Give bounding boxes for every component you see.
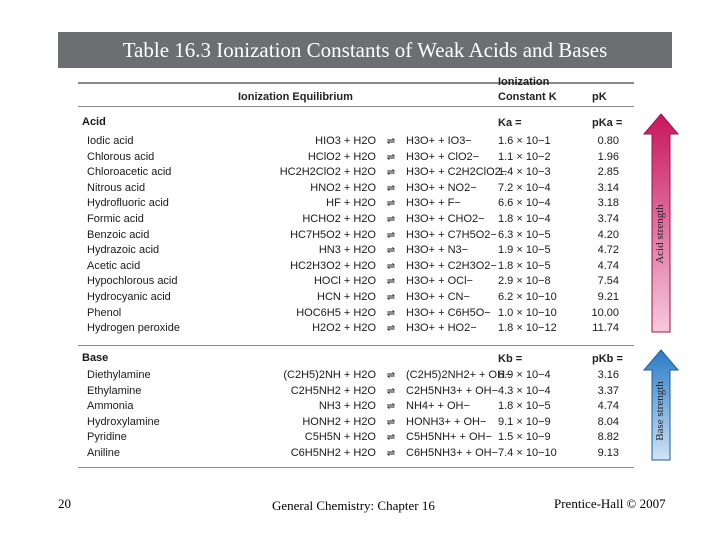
acid-section [80,114,636,340]
compound-name: Hydrogen peroxide [87,322,180,335]
pk-value: 4.72 [597,244,619,257]
acid-strength-label: Acid strength [654,204,666,264]
equilibrium-reactants: HIO3 + H2O [315,135,376,147]
table-row [80,274,636,289]
equilibrium-arrow-icon: ⇌ [386,323,396,335]
equilibrium-reactants: HCHO2 + H2O [302,213,376,225]
pkb-header: pKb = [592,353,623,365]
base-section [80,350,636,466]
base-strength-label: Base strength [654,381,666,441]
equilibrium-reactants: C2H5NH2 + H2O [290,384,376,397]
base-section-label: Base [82,352,109,364]
equilibrium-products: C2H5NH3+ + OH− [406,384,499,397]
ionization-constant: 1.6 × 10−1 [498,135,551,147]
section-divider-rule [78,345,634,346]
equilibrium-products: H3O+ + HO2− [406,322,477,335]
equilibrium-products: NH4+ + OH− [406,400,470,413]
header-bottom-rule [78,106,634,107]
equilibrium-products: H3O+ + CN− [406,291,470,303]
equilibrium-products: H3O+ + F− [406,197,461,210]
pk-value: 8.04 [597,415,619,428]
equilibrium-reactants: HClO2 + H2O [307,150,376,163]
ionization-constant: 1.4 × 10−3 [498,166,551,179]
pk-value: 8.82 [597,431,619,444]
compound-name: Chlorous acid [87,150,155,163]
equilibrium-arrow-icon: ⇌ [386,136,396,147]
table-row [80,290,636,305]
pk-value: 9.13 [597,447,619,459]
ionization-constant: 7.2 × 10−4 [498,181,551,194]
pka-header: pKa = [592,117,623,129]
table-row [80,368,636,383]
equilibrium-reactants: C6H5NH2 + H2O [290,447,376,459]
equilibrium-reactants: HOC6H5 + H2O [296,306,376,319]
compound-name: Formic acid [87,213,144,225]
equilibrium-products: (C2H5)2NH2+ + OH− [406,369,512,381]
compound-name: Iodic acid [87,135,134,147]
equilibrium-arrow-icon: ⇌ [386,370,396,381]
equilibrium-arrow-icon: ⇌ [386,448,396,459]
equilibrium-reactants: C5H5N + H2O [304,431,376,444]
compound-name: Hydrocyanic acid [87,291,171,303]
compound-name: Aniline [87,447,121,459]
equilibrium-arrow-icon: ⇌ [386,260,396,272]
equilibrium-arrow-icon: ⇌ [386,276,396,288]
table-row [80,415,636,430]
equilibrium-reactants: NH3 + H2O [318,400,376,413]
equilibrium-reactants: (C2H5)2NH + H2O [283,369,376,381]
table-row [80,243,636,258]
pk-value: 9.21 [597,291,619,303]
ionization-constant: 1.8 × 10−12 [498,322,557,335]
equilibrium-products: H3O+ + C6H5O− [406,306,491,319]
compound-name: Hypochlorous acid [87,275,178,288]
equilibrium-products: H3O+ + C2H3O2− [406,259,497,272]
table-row [80,259,636,274]
ka-header: Ka = [498,117,522,129]
table-row [80,321,636,336]
col-header-equilibrium: Ionization Equilibrium [238,91,353,103]
equilibrium-reactants: HN3 + H2O [318,244,376,257]
table-row [80,384,636,399]
table-row [80,165,636,180]
equilibrium-products: HONH3+ + OH− [406,415,487,428]
table-row [80,306,636,321]
equilibrium-arrow-icon: ⇌ [386,214,396,225]
pk-value: 3.14 [597,181,619,194]
col-header-pk: pK [592,91,607,103]
table-row [80,196,636,211]
equilibrium-products: H3O+ + ClO2− [406,150,480,163]
equilibrium-reactants: HONH2 + H2O [302,415,376,428]
equilibrium-arrow-icon: ⇌ [386,385,396,397]
equilibrium-reactants: HF + H2O [326,197,376,210]
equilibrium-products: H3O+ + N3− [406,244,469,257]
ionization-constant: 2.9 × 10−8 [498,275,551,288]
table-row [80,212,636,227]
footer-copyright: Prentice-Hall © 2007 [554,496,666,511]
pk-value: 4.74 [597,400,619,413]
ionization-constant: 1.8 × 10−5 [498,400,551,413]
compound-name: Benzoic acid [87,228,150,241]
equilibrium-reactants: HNO2 + H2O [310,181,376,194]
table-row [80,446,636,461]
pk-value: 2.85 [597,166,619,179]
ionization-constant: 9.1 × 10−9 [498,415,551,428]
kb-header: Kb = [498,353,523,365]
equilibrium-arrow-icon: ⇌ [386,416,396,428]
equilibrium-reactants: HC2H2ClO2 + H2O [279,166,376,179]
pk-value: 1.96 [597,150,619,163]
compound-name: Ammonia [87,400,134,413]
pk-value: 10.00 [591,306,619,319]
compound-name: Hydroxylamine [87,415,160,428]
equilibrium-arrow-icon: ⇌ [386,401,396,413]
ionization-constant: 4.3 × 10−4 [498,384,551,397]
equilibrium-reactants: HC2H3O2 + H2O [290,259,376,272]
acid-section-label: Acid [82,116,106,128]
header-top-rule [78,82,634,84]
equilibrium-arrow-icon: ⇌ [386,151,396,163]
table-bottom-rule [78,467,634,468]
pk-value: 0.80 [597,135,619,147]
table-row [80,430,636,445]
equilibrium-products: H3O+ + OCl− [406,275,473,288]
slide-title: Table 16.3 Ionization Constants of Weak Acids and Bases [58,32,672,68]
pk-value: 3.74 [597,213,619,225]
pk-value: 3.37 [597,384,619,397]
equilibrium-reactants: HOCl + H2O [313,275,376,288]
table-row [80,228,636,243]
ionization-constant: 1.9 × 10−5 [498,244,551,257]
equilibrium-arrow-icon: ⇌ [386,167,396,179]
ionization-constant: 1.8 × 10−5 [498,259,551,272]
equilibrium-arrow-icon: ⇌ [386,307,396,319]
equilibrium-arrow-icon: ⇌ [386,229,396,241]
pk-value: 11.74 [592,322,619,335]
compound-name: Phenol [87,306,122,319]
equilibrium-reactants: H2O2 + H2O [312,322,376,335]
ionization-constant: 6.3 × 10−5 [498,228,551,241]
ionization-constant: 6.9 × 10−4 [498,369,551,381]
ionization-constant: 6.2 × 10−10 [498,291,557,303]
ionization-constant: 1.0 × 10−10 [498,306,557,319]
pk-value: 3.16 [597,369,619,381]
equilibrium-arrow-icon: ⇌ [386,432,396,444]
ionization-constant: 1.1 × 10−2 [498,150,551,163]
pk-value: 4.74 [597,259,619,272]
compound-name: Hydrazoic acid [87,244,160,257]
compound-name: Diethylamine [87,369,151,381]
col-header-constant-line2: Constant K [498,91,557,103]
equilibrium-products: C6H5NH3+ + OH− [406,447,499,459]
ionization-constant: 6.6 × 10−4 [498,197,551,210]
equilibrium-arrow-icon: ⇌ [386,292,396,303]
equilibrium-reactants: HCN + H2O [317,291,376,303]
equilibrium-reactants: HC7H5O2 + H2O [290,228,376,241]
equilibrium-arrow-icon: ⇌ [386,182,396,194]
table-row [80,150,636,165]
equilibrium-products: H3O+ + IO3− [406,135,472,147]
equilibrium-products: H3O+ + CHO2− [406,213,485,225]
equilibrium-products: H3O+ + NO2− [406,181,477,194]
compound-name: Ethylamine [87,384,142,397]
table-row [80,399,636,414]
pk-value: 4.20 [597,228,619,241]
compound-name: Hydrofluoric acid [87,197,169,210]
compound-name: Pyridine [87,431,127,444]
footer-center-text: General Chemistry: Chapter 16 [272,498,435,513]
compound-name: Chloroacetic acid [87,166,172,179]
page-number: 20 [58,496,71,511]
ionization-constant: 7.4 × 10−10 [498,447,557,459]
equilibrium-products: C5H5NH+ + OH− [406,431,492,444]
compound-name: Acetic acid [87,259,141,272]
ionization-constant: 1.5 × 10−9 [498,431,551,444]
compound-name: Nitrous acid [87,181,146,194]
ionization-constant: 1.8 × 10−4 [498,213,551,225]
col-header-constant-line1: Ionization [498,76,550,88]
equilibrium-products: H3O+ + C7H5O2− [406,228,497,241]
equilibrium-products: H3O+ + C2H2ClO2− [406,166,508,179]
pk-value: 3.18 [597,197,619,210]
equilibrium-arrow-icon: ⇌ [386,245,396,257]
equilibrium-arrow-icon: ⇌ [386,198,396,210]
pk-value: 7.54 [597,275,619,288]
table-row [80,181,636,196]
table-row [80,134,636,149]
